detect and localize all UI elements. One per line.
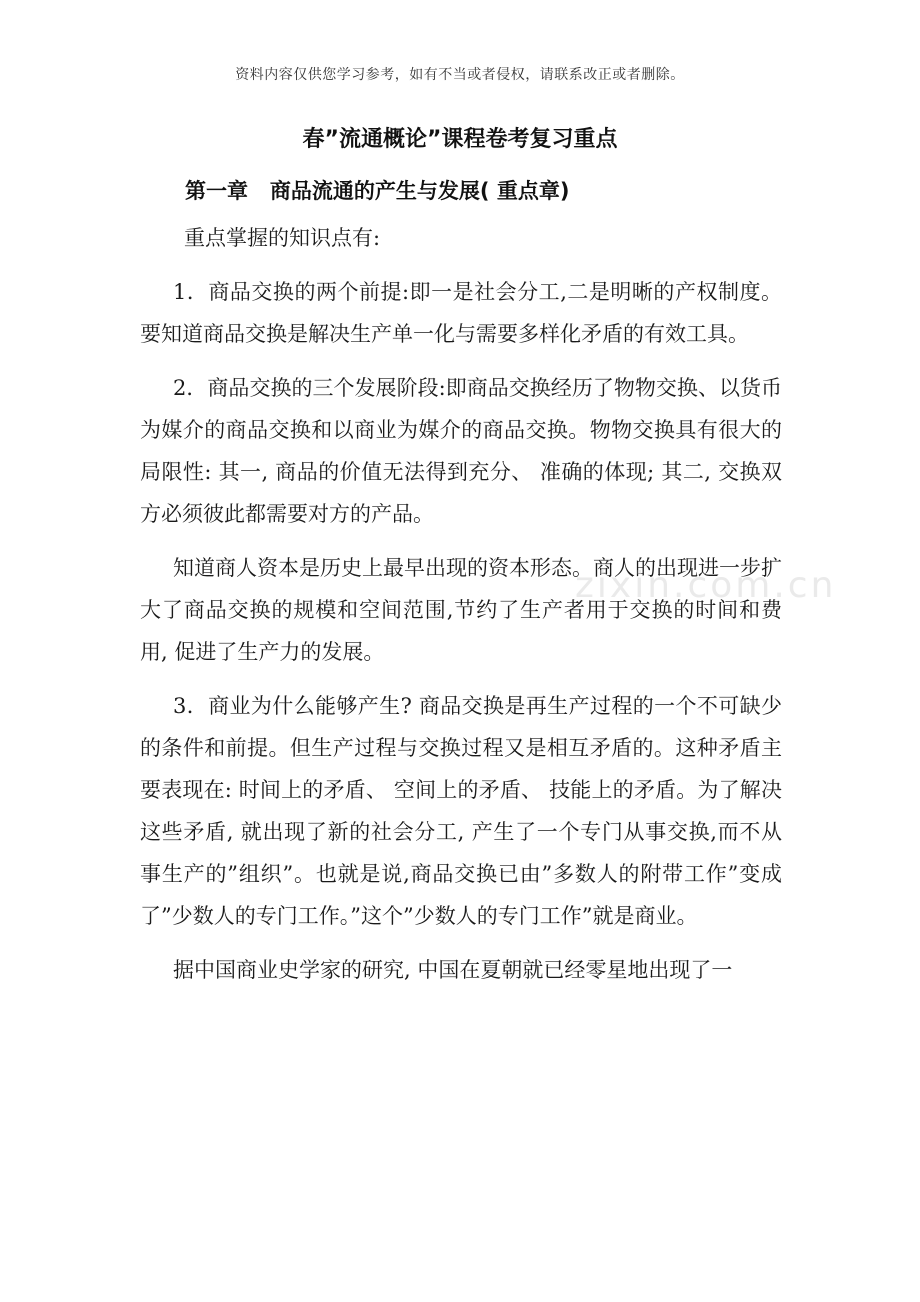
document-body [140,217,782,1003]
paragraph-1: 1．商品交换的两个前提:即一是社会分工,二是明晰的产权制度。要知道商品交换是解决生产单一化与需要多样化矛盾的有效工具。 [140,280,782,346]
paragraph-4: 3．商业为什么能够产生? 商品交换是再生产过程的一个不可缺少的条件和前提。但生产过程与交换过程又是相互矛盾的。这种矛盾主要表现在: 时间上的矛盾、 空间上的矛盾、 技能上的矛盾。为了解决这些矛盾, 就出现了新的社会分工, 产生了一个专门从事交换,而不从事生产的”组织”。也就是说,商品交换已由”多数人的附带工作”变成了”少数人的专门工作。”这个”少数人的专门工作”就是商业。 [140,694,782,928]
paragraph-5: 据中国商业史学家的研究, 中国在夏朝就已经零星地出现了一 [173,958,733,982]
chapter-heading: 第一章 商品流通的产生与发展( 重点章) [185,179,570,203]
paragraph-2: 2．商品交换的三个发展阶段:即商品交换经历了物物交换、以货币为媒介的商品交换和以商业为媒介的商品交换。物物交换具有很大的局限性: 其一, 商品的价值无法得到充分、 准确的体现; 其二, 交换双方必须彼此都需要对方的产品。 [140,376,782,526]
document-title: 春”流通概论”课程卷考复习重点 [302,127,618,152]
header-disclaimer: 资料内容仅供您学习参考，如有不当或者侵权，请联系改正或者删除。 [235,67,685,83]
paragraph-3: 知道商人资本是历史上最早出现的资本形态。商人的出现进一步扩大了商品交换的规模和空间范围,节约了生产者用于交换的时间和费用, 促进了生产力的发展。 [140,556,782,664]
watermark: zixin.com.cn [575,565,837,606]
intro-line: 重点掌握的知识点有: [184,226,381,250]
